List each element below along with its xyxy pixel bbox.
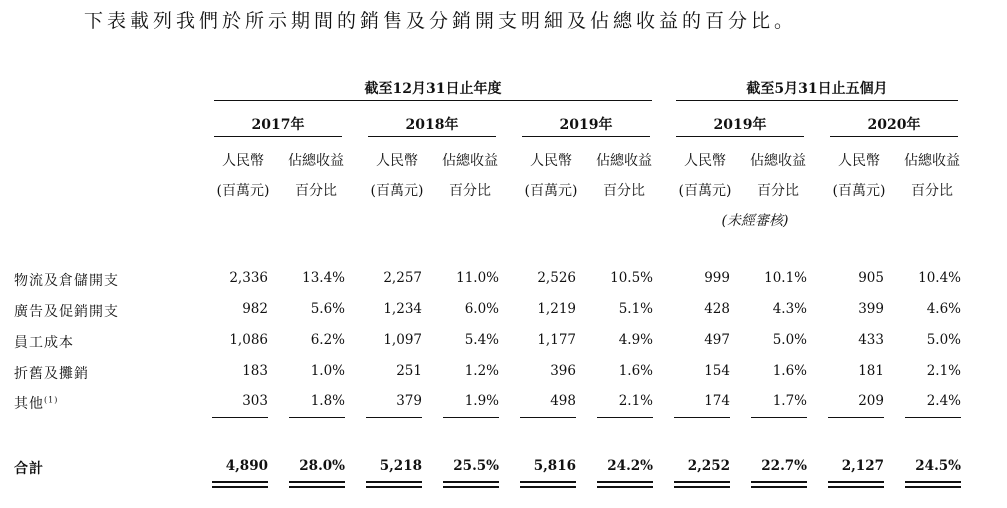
pct-header-line1: 佔總收益 — [750, 153, 806, 169]
annual-period-rule — [214, 100, 652, 101]
rmb-header-line1: 人民幣 — [838, 153, 880, 169]
subtotal-rule — [674, 417, 730, 418]
rmb-value-cell: 379 — [396, 393, 422, 409]
pct-value-cell: 10.1% — [764, 270, 807, 286]
pct-header-line1: 佔總收益 — [904, 153, 960, 169]
rmb-value-cell: 209 — [858, 393, 884, 409]
year-rule — [830, 136, 958, 137]
five-month-period-rule — [676, 100, 958, 101]
pct-value-cell: 2.1% — [926, 363, 961, 379]
subtotal-rule — [828, 417, 884, 418]
year-rule — [676, 136, 804, 137]
rmb-value-cell: 399 — [858, 301, 884, 317]
pct-header-line2: 百分比 — [295, 183, 337, 199]
rmb-value-cell: 183 — [242, 363, 268, 379]
rmb-header-line2: (百萬元) — [832, 183, 886, 199]
subtotal-rule — [212, 417, 268, 418]
total-double-rule-top — [597, 481, 653, 483]
total-double-rule-top — [443, 481, 499, 483]
pct-value-cell: 1.6% — [618, 363, 653, 379]
pct-value-cell: 2.4% — [926, 393, 961, 409]
total-rmb-cell: 2,252 — [687, 458, 730, 474]
rmb-value-cell: 982 — [242, 301, 268, 317]
rmb-value-cell: 2,526 — [537, 270, 576, 286]
total-rmb-cell: 5,816 — [533, 458, 576, 474]
annual-period-header: 截至12月31日止年度 — [364, 81, 502, 97]
subtotal-rule — [366, 417, 422, 418]
rmb-value-cell: 2,257 — [383, 270, 422, 286]
pct-value-cell: 4.6% — [926, 301, 961, 317]
year-header: 2020年 — [867, 117, 921, 133]
pct-value-cell: 4.3% — [772, 301, 807, 317]
total-pct-cell: 24.5% — [915, 458, 961, 474]
pct-value-cell: 1.8% — [310, 393, 345, 409]
pct-value-cell: 11.0% — [456, 270, 499, 286]
total-double-rule-bottom — [366, 486, 422, 488]
row-label — [14, 363, 89, 383]
subtotal-rule — [289, 417, 345, 418]
rmb-value-cell: 1,219 — [537, 301, 576, 317]
rmb-value-cell: 1,177 — [537, 332, 576, 348]
total-pct-cell: 25.5% — [453, 458, 499, 474]
pct-value-cell: 5.6% — [310, 301, 345, 317]
footnote-marker: (1) — [44, 395, 59, 405]
total-double-rule-bottom — [289, 486, 345, 488]
pct-value-cell: 13.4% — [302, 270, 345, 286]
intro-text: 下表載列我們於所示期間的銷售及分銷開支明細及佔總收益的百分比。 — [84, 10, 798, 32]
pct-header-line2: 百分比 — [603, 183, 645, 199]
year-rule — [522, 136, 650, 137]
pct-value-cell: 10.4% — [918, 270, 961, 286]
pct-value-cell: 1.0% — [310, 363, 345, 379]
pct-value-cell: 6.2% — [310, 332, 345, 348]
row-label-text: 廣告及促銷開支 — [14, 304, 119, 320]
rmb-header-line1: 人民幣 — [222, 153, 264, 169]
total-double-rule-top — [828, 481, 884, 483]
pct-header-line2: 百分比 — [911, 183, 953, 199]
year-header: 2019年 — [559, 117, 613, 133]
rmb-value-cell: 181 — [858, 363, 884, 379]
pct-value-cell: 10.5% — [610, 270, 653, 286]
row-label — [14, 270, 119, 290]
row-label — [14, 301, 119, 321]
subtotal-rule — [597, 417, 653, 418]
row-label-text: 其他 — [14, 396, 44, 412]
total-double-rule-bottom — [597, 486, 653, 488]
total-pct-cell: 28.0% — [299, 458, 345, 474]
rmb-value-cell: 396 — [550, 363, 576, 379]
five-month-period-header: 截至5月31日止五個月 — [746, 81, 888, 97]
year-header: 2017年 — [251, 117, 305, 133]
total-label: 合計 — [14, 461, 44, 477]
row-label-text: 折舊及攤銷 — [14, 366, 89, 382]
rmb-value-cell: 498 — [550, 393, 576, 409]
rmb-value-cell: 999 — [704, 270, 730, 286]
pct-value-cell: 5.0% — [772, 332, 807, 348]
total-pct-cell: 22.7% — [761, 458, 807, 474]
row-label — [14, 332, 74, 352]
total-double-rule-bottom — [674, 486, 730, 488]
rmb-header-line1: 人民幣 — [530, 153, 572, 169]
total-double-rule-top — [212, 481, 268, 483]
rmb-value-cell: 433 — [858, 332, 884, 348]
year-rule — [368, 136, 496, 137]
subtotal-rule — [443, 417, 499, 418]
year-header: 2018年 — [405, 117, 459, 133]
row-label-text: 員工成本 — [14, 335, 74, 351]
total-double-rule-bottom — [520, 486, 576, 488]
rmb-header-line2: (百萬元) — [216, 183, 270, 199]
rmb-header-line2: (百萬元) — [370, 183, 424, 199]
rmb-value-cell: 251 — [396, 363, 422, 379]
rmb-value-cell: 174 — [704, 393, 730, 409]
total-double-rule-top — [751, 481, 807, 483]
rmb-header-line1: 人民幣 — [684, 153, 726, 169]
rmb-value-cell: 428 — [704, 301, 730, 317]
pct-header-line1: 佔總收益 — [442, 153, 498, 169]
subtotal-rule — [520, 417, 576, 418]
pct-value-cell: 1.9% — [464, 393, 499, 409]
pct-value-cell: 5.1% — [618, 301, 653, 317]
rmb-value-cell: 1,234 — [383, 301, 422, 317]
pct-value-cell: 4.9% — [618, 332, 653, 348]
total-double-rule-top — [520, 481, 576, 483]
pct-value-cell: 1.7% — [772, 393, 807, 409]
rmb-value-cell: 497 — [704, 332, 730, 348]
subtotal-rule — [905, 417, 961, 418]
pct-value-cell: 5.0% — [926, 332, 961, 348]
rmb-value-cell: 2,336 — [229, 270, 268, 286]
pct-header-line1: 佔總收益 — [288, 153, 344, 169]
pct-header-line1: 佔總收益 — [596, 153, 652, 169]
rmb-header-line1: 人民幣 — [376, 153, 418, 169]
total-double-rule-bottom — [212, 486, 268, 488]
rmb-value-cell: 1,086 — [229, 332, 268, 348]
rmb-value-cell: 154 — [704, 363, 730, 379]
total-double-rule-bottom — [443, 486, 499, 488]
rmb-header-line2: (百萬元) — [524, 183, 578, 199]
total-rmb-cell: 2,127 — [841, 458, 884, 474]
total-rmb-cell: 5,218 — [379, 458, 422, 474]
subtotal-rule — [751, 417, 807, 418]
rmb-value-cell: 905 — [858, 270, 884, 286]
rmb-value-cell: 303 — [242, 393, 268, 409]
pct-value-cell: 1.2% — [464, 363, 499, 379]
pct-value-cell: 1.6% — [772, 363, 807, 379]
pct-header-line2: 百分比 — [757, 183, 799, 199]
row-label — [14, 393, 58, 413]
total-double-rule-top — [905, 481, 961, 483]
pct-value-cell: 2.1% — [618, 393, 653, 409]
total-double-rule-top — [289, 481, 345, 483]
total-double-rule-bottom — [751, 486, 807, 488]
unaudited-note: (未經審核) — [721, 213, 789, 229]
pct-header-line2: 百分比 — [449, 183, 491, 199]
total-rmb-cell: 4,890 — [225, 458, 268, 474]
year-header: 2019年 — [713, 117, 767, 133]
total-double-rule-top — [674, 481, 730, 483]
total-pct-cell: 24.2% — [607, 458, 653, 474]
row-label-text: 物流及倉儲開支 — [14, 273, 119, 289]
pct-value-cell: 6.0% — [464, 301, 499, 317]
total-double-rule-bottom — [905, 486, 961, 488]
rmb-header-line2: (百萬元) — [678, 183, 732, 199]
total-double-rule-bottom — [828, 486, 884, 488]
total-double-rule-top — [366, 481, 422, 483]
rmb-value-cell: 1,097 — [383, 332, 422, 348]
pct-value-cell: 5.4% — [464, 332, 499, 348]
year-rule — [214, 136, 342, 137]
